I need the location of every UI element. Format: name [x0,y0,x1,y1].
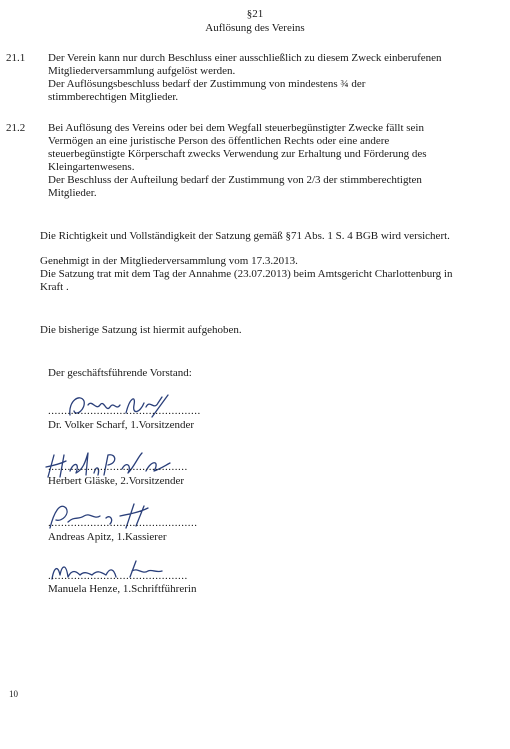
clause-line: steuerbegünstigte Körperschaft zwecks Verwendung zur Erhaltung und Förderung des [48,148,427,160]
clause-line: Mitglieder. [48,187,97,199]
board-heading: Der geschäftsführende Vorstand: [48,367,192,379]
signatory-name: Andreas Apitz, 1.Kassierer [48,531,167,543]
clause-line: Kleingartenwesens. [48,161,135,173]
clause-number: 21.2 [6,122,26,134]
signatory-name: Manuela Henze, 1.Schriftführerin [48,583,197,595]
signature-line: ........................................... [48,461,188,473]
clause-line: Der Auflösungsbeschluss bedarf der Zustimmung von mindestens ¾ der [48,78,366,90]
approval-line: Die Satzung trat mit dem Tag der Annahme (23.07.2013) beim Amtsgericht Charlottenburg in [40,268,453,280]
approval-line: Genehmigt in der Mitgliederversammlung vom 17.3.2013. [40,255,298,267]
signature-line: .............................................. [48,517,198,529]
clause-line: Der Beschluss der Aufteilung bedarf der Zustimmung von 2/3 der stimmberechtigten [48,174,422,186]
signatory-name: Herbert Gläske, 2.Vorsitzender [48,475,185,487]
repeal-text: Die bisherige Satzung ist hiermit aufgehoben. [40,324,242,336]
clause-line: Vermögen an eine juristische Person des öffentlichen Rechts oder eine andere [48,135,390,147]
clause-line: Mitgliederversammlung aufgelöst werden. [48,65,236,77]
clause-line: stimmberechtigen Mitglieder. [48,91,179,103]
signature-line: ........................................... [48,570,188,582]
signatory-name: Dr. Volker Scharf, 1.Vorsitzender [48,419,195,431]
clause-line: Der Verein kann nur durch Beschluss einer ausschließlich zu diesem Zweck einberufenen [48,52,442,64]
section-number: §21 [246,8,264,20]
clause-number: 21.1 [6,52,26,64]
page-number: 10 [9,689,18,699]
signature-line: ............................................... [48,405,201,417]
approval-line: Kraft . [40,281,69,293]
section-title: Auflösung des Vereins [205,22,305,34]
clause-line: Bei Auflösung des Vereins oder bei dem Wegfall steuerbegünstigter Zwecke fällt sein [48,122,424,134]
certification-text: Die Richtigkeit und Vollständigkeit der Satzung gemäß §71 Abs. 1 S. 4 BGB wird versichert. [40,230,450,242]
